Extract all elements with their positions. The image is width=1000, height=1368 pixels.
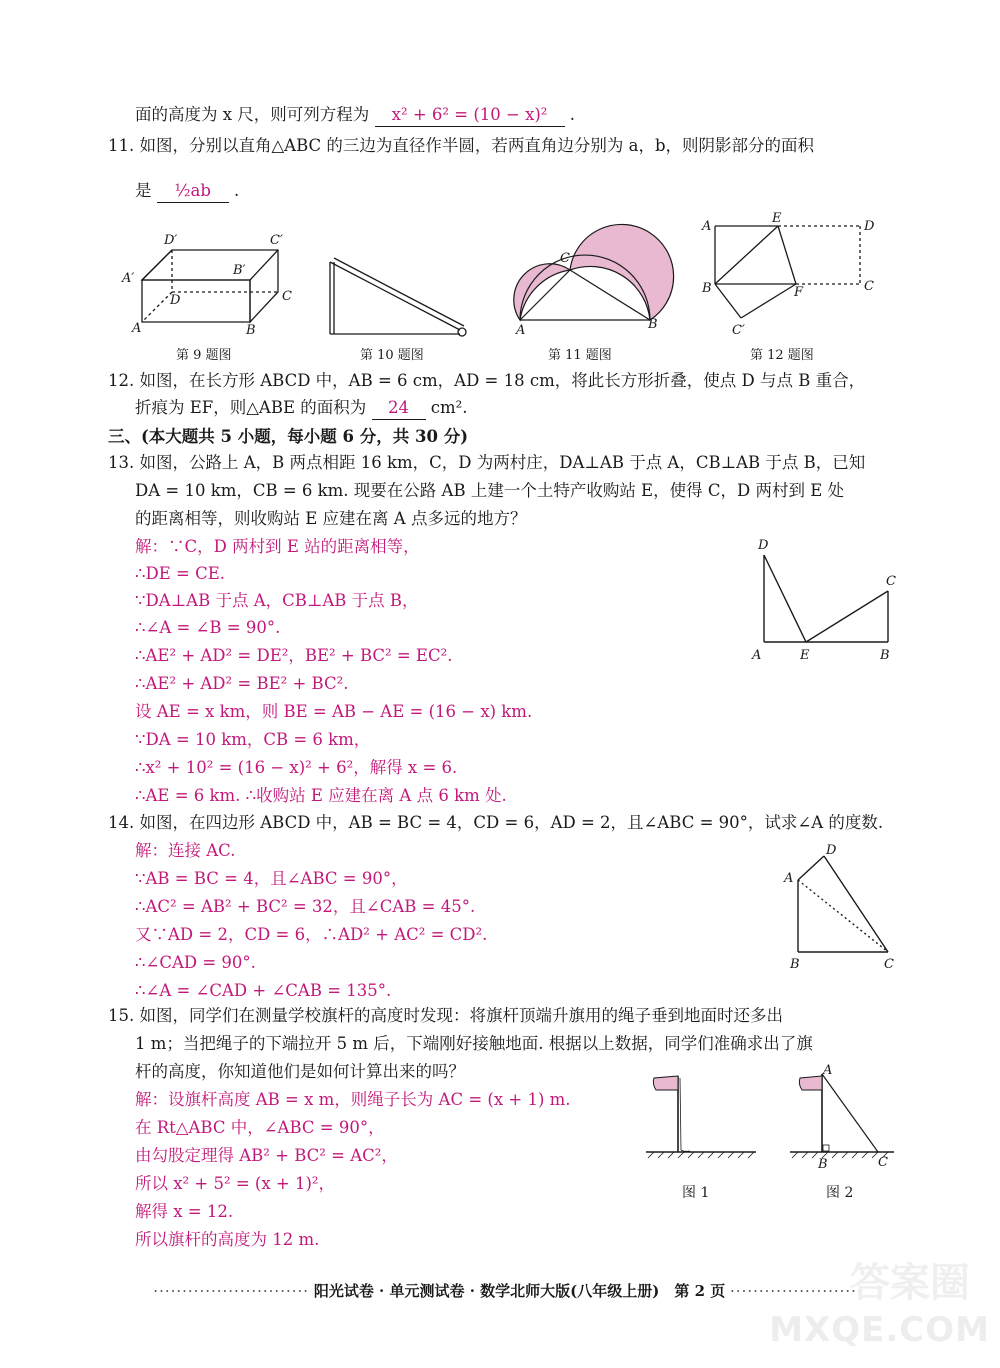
q13-sol-8: ∵DA = 10 km，CB = 6 km，: [135, 730, 371, 749]
watermark-text: MXQE.COM: [769, 1310, 990, 1350]
q13-sol-1: 解：∵C，D 两村到 E 站的距离相等，: [135, 537, 420, 556]
q13-line2: DA = 10 km，CB = 6 km. 现要在公路 AB 上建一个土特产收购站 E，使得 C，D 两村到 E 处: [135, 481, 844, 500]
q15-fig1-caption: 图 1: [682, 1185, 710, 1201]
q10-post: .: [569, 105, 576, 124]
fig9-caption: 第 9 题图: [176, 348, 232, 363]
q15-label-C: C: [878, 1155, 888, 1170]
fig11-label-A: A: [516, 323, 526, 338]
fig9-label-D1: D′: [164, 233, 178, 248]
fig12-label-A: A: [702, 219, 712, 234]
q11-line1: 11. 如图，分别以直角△ABC 的三边为直径作半圆，若两直角边分别为 a，b，则阴影部分的面积: [108, 136, 815, 155]
q14-label-A: A: [784, 871, 794, 886]
fig10-diagram: [330, 258, 466, 336]
q13-diagram: [748, 535, 908, 665]
q13-sol-5: ∴AE² + AD² = DE²，BE² + BC² = EC².: [135, 646, 453, 665]
fig12-caption: 第 12 题图: [750, 348, 814, 363]
fig9-label-B1: B′: [233, 263, 246, 278]
q10-text: 面的高度为 x 尺，则可列方程为: [135, 105, 370, 124]
q15-line3: 杆的高度，你知道他们是如何计算出来的吗？: [135, 1062, 465, 1081]
q13-label-D: D: [758, 538, 769, 553]
fig12-label-E: E: [772, 211, 782, 226]
q13-line3: 的距离相等，则收购站 E 应建在离 A 点多远的地方？: [135, 509, 527, 528]
q14-sol-1: 解：连接 AC.: [135, 841, 236, 860]
q11-answer: ½ab: [157, 180, 229, 203]
q13-label-A: A: [752, 648, 762, 663]
fig9-label-A1: A′: [122, 271, 135, 286]
q14-label-B: B: [790, 957, 800, 972]
fig12-label-F: F: [794, 285, 804, 300]
q14-diagram: [778, 840, 898, 975]
q15-line1: 15. 如图，同学们在测量学校旗杆的高度时发现：将旗杆顶端升旗用的绳子垂到地面时还多出: [108, 1006, 783, 1025]
q15-sol-2: 在 Rt△ABC 中，∠ABC = 90°，: [135, 1118, 385, 1137]
fig9-diagram: [142, 250, 278, 322]
q14-sol-6: ∴∠A = ∠CAD + ∠CAB = 135°.: [135, 981, 392, 1000]
q14-line: 14. 如图，在四边形 ABCD 中，AB = BC = 4，CD = 6，AD = 2，且∠ABC = 90°，试求∠A 的度数.: [108, 813, 884, 832]
q13-sol-3: ∵DA⊥AB 于点 A，CB⊥AB 于点 B，: [135, 591, 419, 610]
section-3-title: 三、(本大题共 5 小题，每小题 6 分，共 30 分): [108, 427, 469, 446]
footer-dots-right: ·······················: [730, 1282, 863, 1300]
q12-line2: [135, 397, 468, 420]
fig10-caption: 第 10 题图: [360, 348, 424, 363]
q14-label-D: D: [826, 843, 837, 858]
q13-label-E: E: [800, 648, 810, 663]
q15-label-B: B: [818, 1157, 828, 1172]
q12-post: cm².: [430, 398, 468, 417]
q15-fig1: [646, 1076, 756, 1158]
q12-answer: 24: [372, 397, 426, 420]
page-footer: [108, 1280, 908, 1301]
q11-post: .: [234, 181, 240, 200]
fig11-caption: 第 11 题图: [548, 348, 612, 363]
q14-sol-3: ∴AC² = AB² + BC² = 32，且∠CAB = 45°.: [135, 897, 476, 916]
q13-sol-2: ∴DE = CE.: [135, 564, 226, 583]
q15-line2: 1 m；当把绳子的下端拉开 5 m 后，下端刚好接触地面. 根据以上数据，同学们准确求出了旗: [135, 1034, 813, 1053]
q14-label-C: C: [884, 957, 894, 972]
fig9-label-D: D: [170, 293, 181, 308]
fig9-label-A: A: [132, 321, 142, 336]
q13-sol-4: ∴∠A = ∠B = 90°.: [135, 618, 281, 637]
footer-text: 阳光试卷 · 单元测试卷 · 数学北师大版(八年级上册) 第 2 页: [313, 1282, 726, 1300]
q10-answer: x² + 6² = (10 − x)²: [375, 104, 565, 127]
fig11-label-B: B: [648, 317, 658, 332]
q15-sol-1: 解：设旗杆高度 AB = x m，则绳子长为 AC = (x + 1) m.: [135, 1090, 571, 1109]
footer-dots-left: ···························: [153, 1282, 310, 1300]
q14-sol-5: ∴∠CAD = 90°.: [135, 953, 256, 972]
fig12-label-C1: C′: [732, 323, 745, 338]
q13-sol-6: ∴AE² + AD² = BE² + BC².: [135, 674, 349, 693]
fig12-label-C: C: [864, 279, 874, 294]
q13-sol-10: ∴AE = 6 km. ∴收购站 E 应建在离 A 点 6 km 处.: [135, 786, 507, 805]
fig12-label-D: D: [864, 219, 875, 234]
figures-row: [120, 211, 900, 342]
q11-pre: 是: [135, 181, 152, 200]
q15-fig2: [790, 1074, 894, 1158]
q13-label-B: B: [880, 648, 890, 663]
q15-sol-3: 由勾股定理得 AB² + BC² = AC²，: [135, 1146, 398, 1165]
fig9-label-C: C: [282, 289, 292, 304]
q13-label-C: C: [886, 574, 896, 589]
q15-label-A: A: [823, 1063, 833, 1078]
fig12-label-B: B: [702, 281, 712, 296]
fig9-label-B: B: [246, 323, 256, 338]
q15-sol-6: 所以旗杆的高度为 12 m.: [135, 1230, 320, 1249]
q15-sol-4: 所以 x² + 5² = (x + 1)²，: [135, 1174, 336, 1193]
fig11-diagram: [514, 224, 674, 320]
q15-fig2-caption: 图 2: [826, 1185, 854, 1201]
q11-line2: [135, 180, 239, 203]
q15-sol-5: 解得 x = 12.: [135, 1202, 234, 1221]
q15-diagram: [640, 1063, 900, 1203]
q12-pre: 折痕为 EF，则△ABE 的面积为: [135, 398, 367, 417]
fig11-label-C: C: [560, 251, 570, 266]
q13-sol-7: 设 AE = x km，则 BE = AB − AE = (16 − x) km.: [135, 702, 533, 721]
q13-line1: 13. 如图，公路上 A，B 两点相距 16 km，C，D 为两村庄，DA⊥AB 于点 A，CB⊥AB 于点 B，已知: [108, 453, 866, 472]
q14-sol-4: 又∵AD = 2，CD = 6，∴AD² + AC² = CD².: [135, 925, 488, 944]
fig9-label-C1: C′: [270, 233, 283, 248]
fig12-diagram: [715, 226, 860, 318]
q10-line: [135, 104, 575, 127]
watermark-logo: 答案圈: [850, 1260, 970, 1306]
q13-sol-9: ∴x² + 10² = (16 − x)² + 6²，解得 x = 6.: [135, 758, 458, 777]
q14-sol-2: ∵AB = BC = 4，且∠ABC = 90°，: [135, 869, 408, 888]
q12-line1: 12. 如图，在长方形 ABCD 中，AB = 6 cm，AD = 18 cm，将此长方形折叠，使点 D 与点 B 重合，: [108, 371, 866, 390]
